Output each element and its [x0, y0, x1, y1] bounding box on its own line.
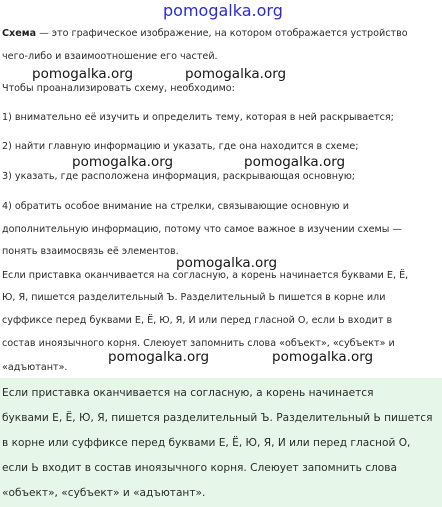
highlighted-rule-block — [0, 378, 442, 507]
rule-line-4: состав иноязычного корня. Слеюует запомнить слова «объект», «субъект» и — [2, 338, 395, 349]
analysis-step-1: 1) внимательно её изучить и определить тему, которая в ней раскрывается; — [2, 112, 394, 123]
watermark: pomogalka.org — [176, 255, 278, 271]
watermark: pomogalka.org — [244, 154, 346, 170]
watermark: pomogalka.org — [72, 154, 174, 170]
analysis-intro: Чтобы проанализировать схему, необходимо: — [2, 83, 235, 94]
highlighted-rule-line-1: Если приставка оканчивается на согласную, а корень начинается — [2, 387, 374, 399]
watermark-top: pomogalka.org — [163, 1, 283, 20]
rule-line-3: суффиксе перед буквами Е, Ё, Ю, Я, И или перед гласной О, если Ь входит в — [2, 315, 393, 326]
highlighted-rule-line-4: если Ь входит в состав иноязычного корня. Слеюует запомнить слова — [2, 462, 397, 474]
analysis-step-3: 3) указать, где расположена информация, раскрывающая основную; — [2, 171, 355, 182]
rule-line-5: «адъютант». — [2, 362, 68, 373]
analysis-step-4-line-3: понять взаимосвязь её элементов. — [2, 246, 179, 257]
schema-definition-line-1 — [2, 28, 408, 40]
watermark: pomogalka.org — [185, 66, 287, 82]
schema-definition-line-2: чего-либо и взаимоотношение его частей. — [2, 51, 218, 62]
watermark: pomogalka.org — [108, 349, 210, 365]
schema-term: Схема — [2, 28, 37, 39]
rule-line-2: Ю, Я, пишется разделительный Ъ. Разделительный Ь пишется в корне или — [2, 292, 386, 303]
highlighted-rule-line-3: в корне или суффиксе перед буквами Е, Ё, Ю, Я, И или перед гласной О, — [2, 437, 411, 449]
watermark: pomogalka.org — [32, 66, 134, 82]
highlighted-rule-line-5: «объект», «субъект» и «адъютант». — [2, 487, 206, 499]
analysis-step-4-line-2: дополнительную информацию, потому что самое важное в изучении схемы — — [2, 224, 402, 235]
analysis-step-2: 2) найти главную информацию и указать, где она находится в схеме; — [2, 141, 359, 152]
watermark: pomogalka.org — [272, 349, 374, 365]
highlighted-rule-line-2: буквами Е, Ё, Ю, Я, пишется разделительный Ъ. Разделительный Ь пишется — [2, 412, 433, 424]
schema-definition-text: — это графическое изображение, на котором отображается устройство — [36, 28, 408, 39]
analysis-step-4-line-1: 4) обратить особое внимание на стрелки, связывающие основную и — [2, 201, 350, 212]
rule-line-1: Если приставка оканчивается на согласную, а корень начинается буквами Е, Ё, — [2, 270, 409, 281]
